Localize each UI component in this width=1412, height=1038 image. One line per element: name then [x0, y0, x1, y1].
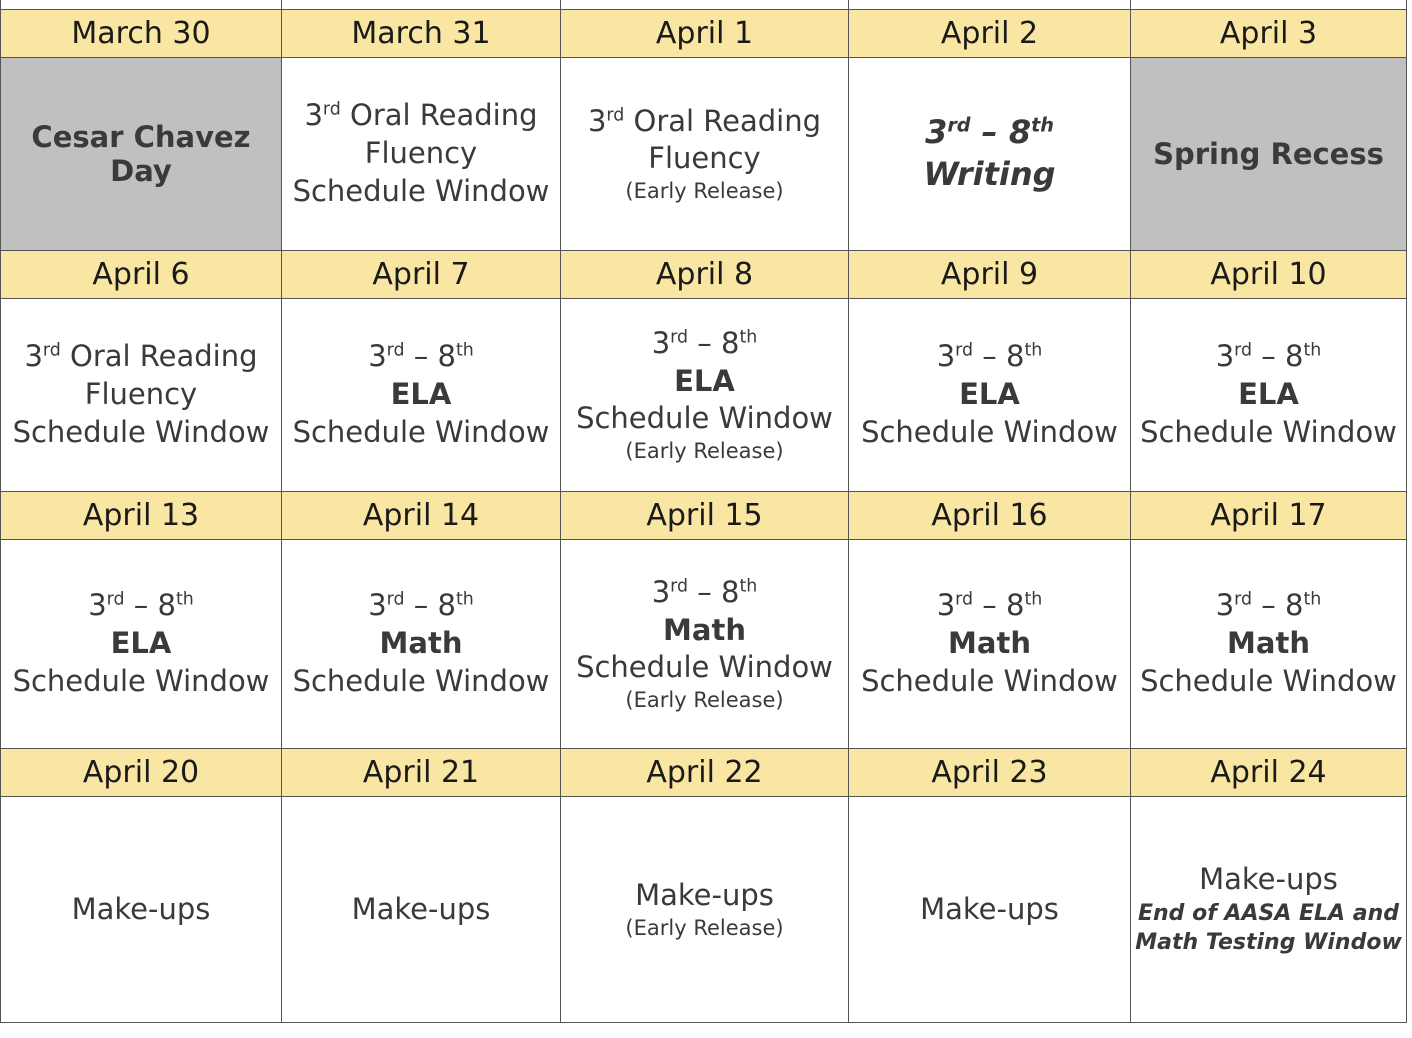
event-row [1, 58, 1407, 251]
subject-math: Math [948, 626, 1031, 661]
day-cell-holiday [1, 58, 282, 251]
date-header-row [1, 749, 1407, 797]
grade-range [1131, 587, 1406, 625]
event-title: Fluency [84, 377, 198, 412]
date-header-row [1, 10, 1407, 58]
schedule-window: Schedule Window [861, 663, 1118, 698]
ordinal: rd [386, 340, 405, 361]
subject-ela: ELA [959, 377, 1020, 412]
ordinal: th [175, 589, 194, 610]
event-title: Oral Reading [60, 339, 258, 374]
date-header-row [1, 251, 1407, 299]
subject-ela: ELA [390, 377, 452, 412]
day-cell [282, 797, 561, 1023]
early-release: (Early Release) [625, 179, 784, 204]
day-cell [282, 58, 561, 251]
day-cell-holiday [1131, 58, 1407, 251]
grade-range [561, 574, 848, 612]
holiday-label: Cesar Chavez Day [31, 120, 251, 188]
ordinal: rd [955, 340, 974, 361]
date-header: April 24 [1131, 749, 1407, 797]
subject-ela: ELA [674, 363, 735, 398]
date-header: April 7 [282, 251, 561, 299]
subject-writing: Writing [923, 155, 1056, 193]
grade-num: 3 [651, 325, 671, 360]
day-cell [561, 58, 849, 251]
subject-ela: ELA [110, 626, 172, 661]
grade-range [1, 587, 281, 625]
ordinal: th [1303, 589, 1322, 610]
grade-range [561, 325, 848, 363]
spacer-cell [1, 0, 282, 10]
subject-math: Math [663, 612, 746, 647]
dash: – [124, 588, 158, 623]
date-header: April 3 [1131, 10, 1407, 58]
grade-range [849, 587, 1130, 625]
ordinal: rd [106, 589, 125, 610]
ordinal: rd [322, 99, 341, 120]
day-cell [1, 299, 282, 492]
ordinal: th [455, 340, 474, 361]
date-header: April 9 [849, 251, 1131, 299]
date-header: April 13 [1, 492, 282, 540]
grade-num: 8 [1284, 339, 1304, 374]
ordinal: th [1024, 589, 1043, 610]
date-header-row [1, 492, 1407, 540]
grade-num: 3 [88, 588, 107, 623]
ordinal: rd [1234, 589, 1253, 610]
date-header: April 16 [849, 492, 1131, 540]
day-cell [1131, 299, 1407, 492]
grade-num: 3 [368, 588, 387, 623]
date-header: March 30 [1, 10, 282, 58]
ordinal: rd [606, 105, 625, 125]
day-cell [561, 299, 849, 492]
day-cell [1, 797, 282, 1023]
day-cell [849, 58, 1131, 251]
day-cell [561, 540, 849, 749]
date-header: April 20 [1, 749, 282, 797]
event-title: Oral Reading [340, 98, 538, 133]
event-row [1, 797, 1407, 1023]
ordinal: th [739, 576, 758, 597]
event-title: Fluency [648, 141, 761, 176]
grade-num: 8 [437, 588, 456, 623]
ordinal: rd [670, 576, 689, 597]
grade-num: 8 [157, 588, 176, 623]
day-cell [849, 540, 1131, 749]
schedule-window: Schedule Window [292, 414, 550, 449]
ordinal: th [455, 589, 474, 610]
spacer-cell [1131, 0, 1407, 10]
grade-num: 3 [936, 588, 956, 623]
date-header: April 6 [1, 251, 282, 299]
grade-num: 3 [936, 339, 956, 374]
ordinal: rd [670, 327, 689, 348]
dash: – [1252, 588, 1285, 623]
day-cell [282, 299, 561, 492]
date-header: April 17 [1131, 492, 1407, 540]
date-header: April 8 [561, 251, 849, 299]
date-header: April 14 [282, 492, 561, 540]
grade-num: 3 [304, 98, 323, 133]
dash: – [973, 339, 1006, 374]
subject-ela: ELA [1238, 377, 1299, 412]
day-cell [282, 540, 561, 749]
grade-num: 3 [1215, 588, 1235, 623]
ordinal: th [1303, 340, 1322, 361]
schedule-window: Schedule Window [1140, 414, 1397, 449]
schedule-window: Schedule Window [1140, 663, 1397, 698]
date-header: April 15 [561, 492, 849, 540]
grade-num: 3 [587, 103, 607, 138]
day-cell [849, 299, 1131, 492]
grade-num: 8 [437, 339, 456, 374]
grade-num: 3 [925, 113, 948, 152]
dash: – [970, 113, 1009, 152]
grade-range [849, 112, 1130, 154]
schedule-window: Schedule Window [861, 414, 1118, 449]
day-cell [1131, 797, 1407, 1023]
day-cell [1131, 540, 1407, 749]
grade-range [849, 338, 1130, 376]
date-header: April 1 [561, 10, 849, 58]
early-release: (Early Release) [625, 687, 784, 712]
event-row [1, 299, 1407, 492]
dash: – [688, 325, 721, 360]
makeups-label: Make-ups [635, 878, 774, 912]
grade-range [1131, 338, 1406, 376]
grade-num: 3 [1215, 339, 1235, 374]
end-testing-window-note: End of AASA ELA and Math Testing Window [1135, 900, 1402, 956]
top-spacer-row [1, 0, 1407, 10]
schedule-window: Schedule Window [576, 650, 833, 685]
grade-num: 3 [368, 339, 387, 374]
subject-math: Math [379, 626, 463, 661]
event-title: Oral Reading [624, 103, 822, 138]
spacer-cell [282, 0, 561, 10]
event-line [282, 97, 560, 135]
grade-num: 8 [1005, 339, 1025, 374]
subject-math: Math [1227, 626, 1310, 661]
makeups-label: Make-ups [71, 891, 211, 926]
event-row [1, 540, 1407, 749]
grade-num: 8 [720, 574, 740, 609]
event-line [561, 103, 848, 141]
day-cell [849, 797, 1131, 1023]
grade-num: 8 [1284, 588, 1304, 623]
date-header: April 22 [561, 749, 849, 797]
makeups-label: Make-ups [1199, 861, 1338, 896]
ordinal: rd [947, 113, 971, 137]
schedule-window: Schedule Window [576, 401, 833, 436]
dash: – [1252, 339, 1285, 374]
grade-num: 8 [1005, 588, 1025, 623]
ordinal: rd [1234, 340, 1253, 361]
dash: – [688, 574, 721, 609]
ordinal: rd [42, 340, 61, 361]
grade-range [282, 587, 560, 625]
schedule-window: Schedule Window [12, 414, 270, 449]
day-cell [1, 540, 282, 749]
grade-range [282, 338, 560, 376]
schedule-window: Schedule Window [12, 663, 270, 698]
early-release: (Early Release) [625, 438, 784, 463]
dash: – [404, 588, 438, 623]
makeups-label: Make-ups [351, 891, 491, 926]
schedule-window: Schedule Window [292, 173, 550, 208]
grade-num: 8 [720, 325, 740, 360]
date-header: April 10 [1131, 251, 1407, 299]
ordinal: rd [955, 589, 974, 610]
date-header: March 31 [282, 10, 561, 58]
holiday-label: Spring Recess [1153, 137, 1384, 171]
grade-num: 3 [651, 574, 671, 609]
dash: – [404, 339, 438, 374]
date-header: April 21 [282, 749, 561, 797]
date-header: April 23 [849, 749, 1131, 797]
ordinal: th [1031, 113, 1054, 137]
dash: – [973, 588, 1006, 623]
event-title: Fluency [364, 136, 478, 171]
early-release: (Early Release) [625, 915, 784, 940]
grade-num: 3 [24, 339, 43, 374]
day-cell [561, 797, 849, 1023]
date-header: April 2 [849, 10, 1131, 58]
schedule-window: Schedule Window [292, 663, 550, 698]
event-line [1, 338, 281, 376]
makeups-label: Make-ups [920, 891, 1059, 926]
spacer-cell [561, 0, 849, 10]
ordinal: rd [386, 589, 405, 610]
spacer-cell [849, 0, 1131, 10]
ordinal: th [1024, 340, 1043, 361]
grade-num: 8 [1008, 113, 1032, 152]
ordinal: th [739, 327, 758, 348]
